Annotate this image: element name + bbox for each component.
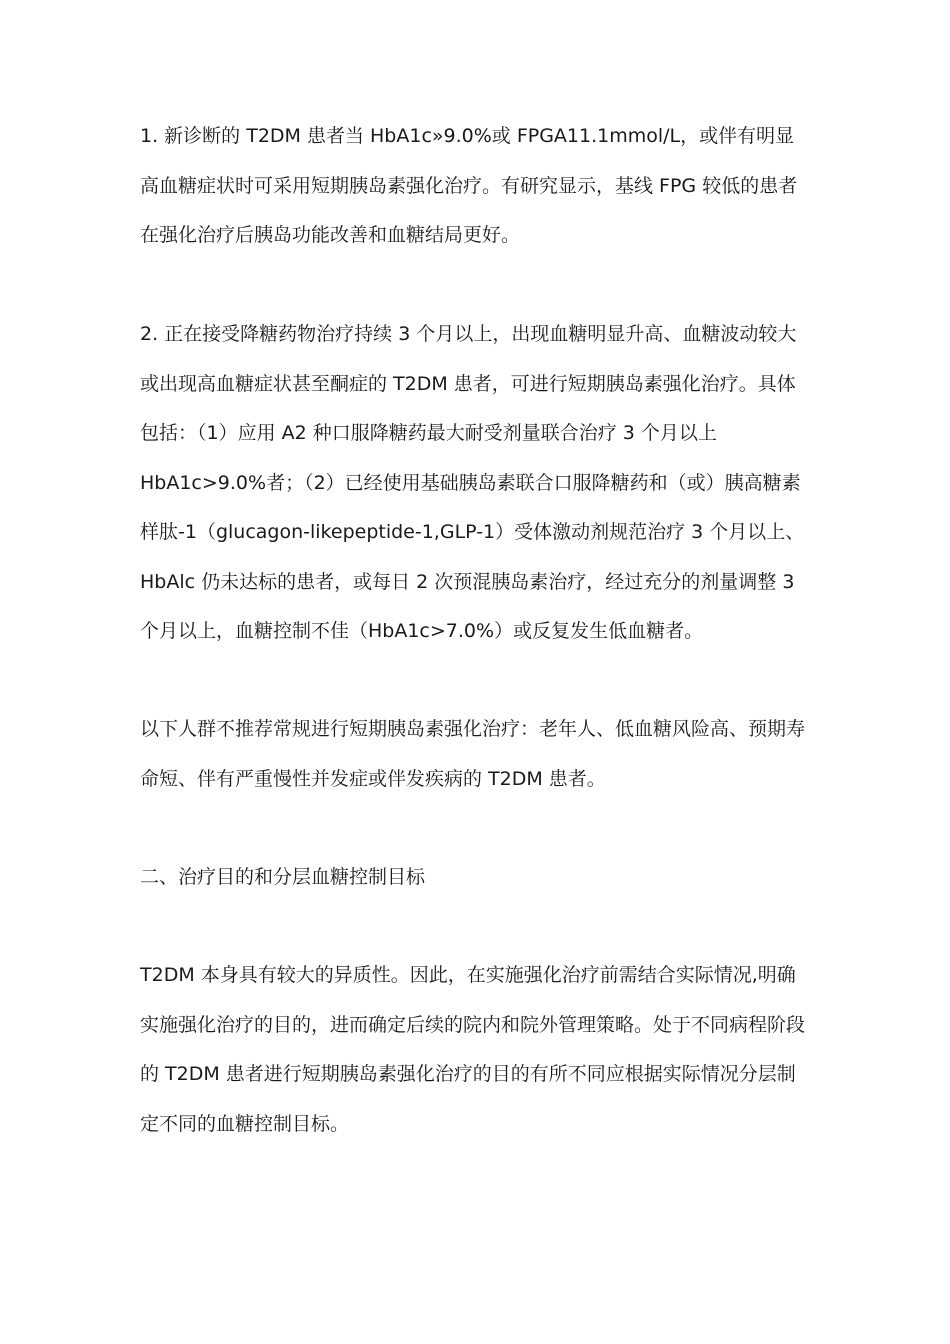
text-line: T2DM 本身具有较大的异质性。因此，在实施强化治疗前需结合实际情况,明确 — [140, 964, 796, 986]
paragraph-indication-on-treatment — [140, 310, 820, 657]
text-line: 个月以上，血糖控制不佳（HbA1c>7.0%）或反复发生低血糖者。 — [140, 620, 704, 642]
paragraph-indication-newly-diagnosed — [140, 112, 820, 261]
text-line: 高血糖症状时可采用短期胰岛素强化治疗。有研究显示，基线 FPG 较低的患者 — [140, 174, 798, 197]
text-line: 的 T2DM 患者进行短期胰岛素强化治疗的目的有所不同应根据实际情况分层制 — [140, 1063, 796, 1085]
text-line: HbA1c>9.0%者；（2）已经使用基础胰岛素联合口服降糖药和（或）胰高糖素 — [140, 471, 801, 494]
text-line: 样肽-1（glucagon-likepeptide-1,GLP-1）受体激动剂规范治疗 3 个月以上、 — [140, 521, 805, 543]
text-line: 以下人群不推荐常规进行短期胰岛素强化治疗：老年人、低血糖风险高、预期寿 — [140, 718, 806, 740]
paragraph-not-recommended — [140, 705, 820, 804]
text-line: HbAlc 仍未达标的患者，或每日 2 次预混胰岛素治疗，经过充分的剂量调整 3 — [140, 570, 795, 593]
text-line: 包括：（1）应用 A2 种口服降糖药最大耐受剂量联合治疗 3 个月以上 — [140, 422, 717, 444]
text-line: 命短、伴有严重慢性并发症或伴发疾病的 T2DM 患者。 — [140, 767, 606, 790]
text-line: 2. 正在接受降糖药物治疗持续 3 个月以上，出现血糖明显升高、血糖波动较大 — [140, 323, 797, 345]
text-line: 或出现高血糖症状甚至酮症的 T2DM 患者，可进行短期胰岛素强化治疗。具体 — [140, 372, 796, 395]
text-line: 实施强化治疗的目的，进而确定后续的院内和院外管理策略。处于不同病程阶段 — [140, 1013, 806, 1036]
section-heading — [140, 853, 820, 903]
paragraph-treatment-goals — [140, 951, 820, 1149]
text-line: 1. 新诊断的 T2DM 患者当 HbA1c»9.0%或 FPGA11.1mmol/L，或伴有明显 — [140, 125, 795, 147]
heading-text: 二、治疗目的和分层血糖控制目标 — [140, 866, 426, 888]
text-line: 在强化治疗后胰岛功能改善和血糖结局更好。 — [140, 224, 521, 246]
text-line: 定不同的血糖控制目标。 — [140, 1112, 350, 1135]
